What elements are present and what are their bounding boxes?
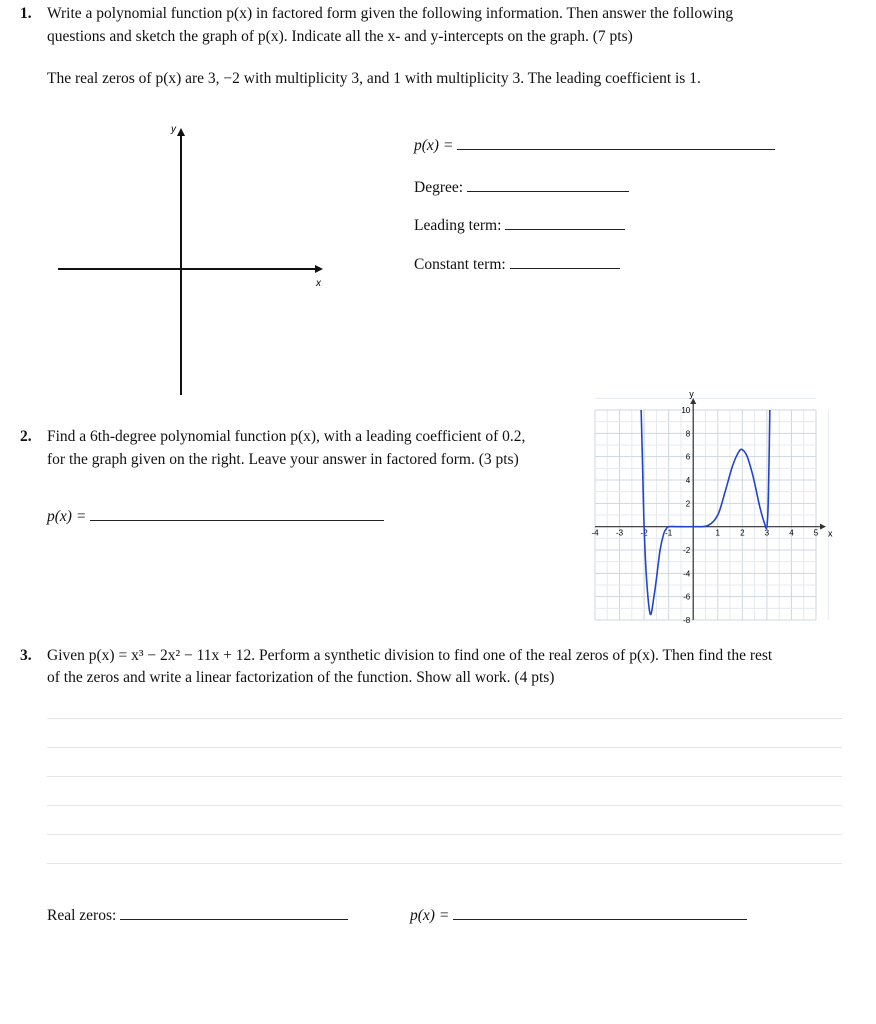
x-axis-label: x	[316, 278, 321, 289]
q1-number: 1.	[20, 5, 32, 22]
q3-real-zeros-blank[interactable]	[120, 905, 348, 920]
x-tick-label: -1	[665, 528, 673, 538]
q3-px-label: p(x) =	[410, 907, 450, 924]
y-axis-label: y	[171, 124, 176, 135]
work-line[interactable]	[47, 863, 842, 864]
x-axis-label: x	[828, 528, 833, 539]
work-line[interactable]	[47, 747, 842, 748]
q1-constant-label: Constant term:	[414, 256, 506, 273]
y-tick-label: 2	[685, 499, 691, 509]
q3-text-line1: Given p(x) = x³ − 2x² − 11x + 12. Perform a synthetic division to find one of the real zeros of p(x). Then find the rest	[47, 647, 773, 664]
q2-text-line1: Find a 6th-degree polynomial function p(x), with a leading coefficient of 0.2,	[47, 428, 526, 445]
x-tick-label: 3	[764, 528, 770, 538]
y-tick-label: 6	[685, 452, 691, 462]
q1-px-answer-blank[interactable]	[457, 135, 775, 150]
work-line[interactable]	[47, 776, 842, 777]
x-tick-label: -3	[615, 528, 624, 538]
work-line[interactable]	[47, 805, 842, 806]
y-tick-label: 4	[685, 476, 691, 485]
q2-px-label: p(x) =	[47, 508, 87, 525]
x-tick-label: -2	[640, 528, 648, 538]
x-axis-arrow	[315, 265, 323, 273]
y-axis-arrow	[177, 128, 185, 136]
y-tick-label: -6	[683, 592, 691, 602]
work-line[interactable]	[47, 718, 842, 719]
q1-sketch-axes[interactable]	[50, 120, 340, 400]
q1-px-label: p(x) =	[414, 137, 454, 154]
q3-px-answer-blank[interactable]	[453, 905, 747, 920]
q1-leading-blank[interactable]	[505, 215, 625, 230]
q1-leading-row	[414, 215, 625, 235]
q2-text-line2: for the graph given on the right. Leave your answer in factored form. (3 pts)	[47, 451, 519, 468]
q3-number: 3.	[20, 647, 32, 664]
y-tick-label: -8	[683, 616, 691, 625]
x-tick-label: 5	[813, 528, 819, 538]
y-tick-label: -2	[683, 546, 691, 555]
x-axis-arrow	[820, 524, 826, 530]
q1-degree-row	[414, 177, 629, 197]
q1-px-row	[414, 135, 775, 155]
q3-px-row	[410, 905, 747, 925]
q3-real-zeros-label: Real zeros:	[47, 907, 117, 924]
q3-real-zeros-row	[47, 905, 348, 925]
q1-degree-blank[interactable]	[467, 177, 629, 192]
y-tick-label: -4	[683, 569, 691, 579]
x-tick-label: 1	[715, 528, 721, 538]
work-line[interactable]	[47, 834, 842, 835]
y-tick-label: 8	[685, 429, 691, 439]
x-tick-label: 4	[789, 528, 794, 538]
x-tick-label: -4	[591, 528, 599, 538]
y-tick-label: 10	[681, 406, 691, 415]
q1-leading-label: Leading term:	[414, 217, 502, 234]
q1-degree-label: Degree:	[414, 179, 464, 196]
q1-constant-row	[414, 254, 620, 274]
q3-text-line2: of the zeros and write a linear factorization of the function. Show all work. (4 pts)	[47, 669, 555, 686]
q2-px-answer-blank[interactable]	[90, 506, 384, 521]
q2-px-row	[47, 506, 384, 526]
x-tick-label: 2	[740, 528, 745, 538]
q1-constant-blank[interactable]	[510, 254, 620, 269]
q2-number: 2.	[20, 428, 32, 445]
q1-text-line2: questions and sketch the graph of p(x). Indicate all the x- and y-intercepts on the graph. (7 pts)	[47, 28, 633, 45]
q2-graph	[588, 388, 838, 628]
q1-given-info: The real zeros of p(x) are 3, −2 with multiplicity 3, and 1 with multiplicity 3. The leading coefficient is 1.	[47, 70, 701, 87]
q1-text-line1: Write a polynomial function p(x) in factored form given the following information. Then answer the following	[47, 5, 734, 22]
y-axis-label: y	[689, 389, 694, 399]
